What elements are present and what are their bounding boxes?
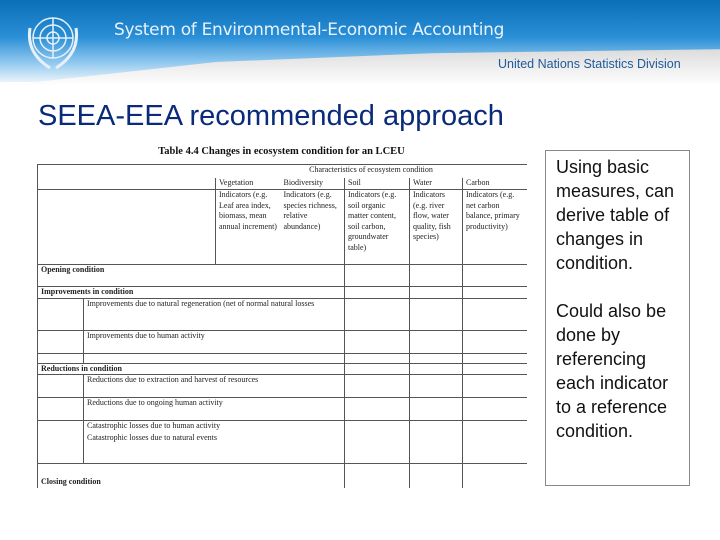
col-header: Soil: [345, 178, 410, 190]
row-label: Improvements due to human activity: [84, 330, 345, 353]
indicator-cell: Indicators (e.g. river flow, water quality, fish species): [410, 190, 463, 265]
notes-box: [545, 150, 690, 486]
row-label: Opening condition: [38, 265, 345, 287]
row-label: Improvements due to natural regeneration (net of normal natural losses: [84, 298, 345, 330]
table-caption: Table 4.4 Changes in ecosystem condition for an LCEU: [158, 146, 405, 157]
header-banner: [0, 0, 720, 82]
ecosystem-condition-table: [37, 164, 527, 488]
col-header: Biodiversity: [281, 178, 345, 190]
col-header: Carbon: [463, 178, 527, 190]
slide-title: SEEA-EEA recommended approach: [38, 100, 504, 132]
note-text: Could also be done by referencing each indicator to a reference condition.: [556, 301, 669, 441]
banner-title: System of Environmental-Economic Accounting: [114, 20, 505, 40]
indicator-cell: Indicators (e.g. species richness, relative abundance): [281, 190, 345, 265]
row-label: Reductions due to extraction and harvest of resources: [84, 375, 345, 398]
note-text: Using basic measures, can derive table of changes in condition.: [556, 157, 675, 273]
division-label: United Nations Statistics Division: [498, 57, 681, 71]
row-label: Improvements in condition: [38, 287, 345, 299]
col-header: Vegetation: [216, 178, 281, 190]
indicator-cell: Indicators (e.g. soil organic matter content, soil carbon, groundwater table): [345, 190, 410, 265]
indicator-cell: Indicators (e.g. Leaf area index, biomass, mean annual increment): [216, 190, 281, 265]
row-label: Catastrophic losses due to natural events: [87, 432, 217, 442]
row-label: Reductions due to ongoing human activity: [84, 398, 345, 421]
un-emblem-icon: [20, 8, 86, 74]
row-label: Closing condition: [38, 464, 345, 488]
col-header: Water: [410, 178, 463, 190]
row-label: Catastrophic losses due to human activity: [87, 421, 221, 430]
row-label: Reductions in condition: [38, 363, 345, 375]
indicator-cell: Indicators (e.g. net carbon balance, primary productivity): [463, 190, 527, 265]
group-header: Characteristics of ecosystem condition: [216, 165, 527, 178]
